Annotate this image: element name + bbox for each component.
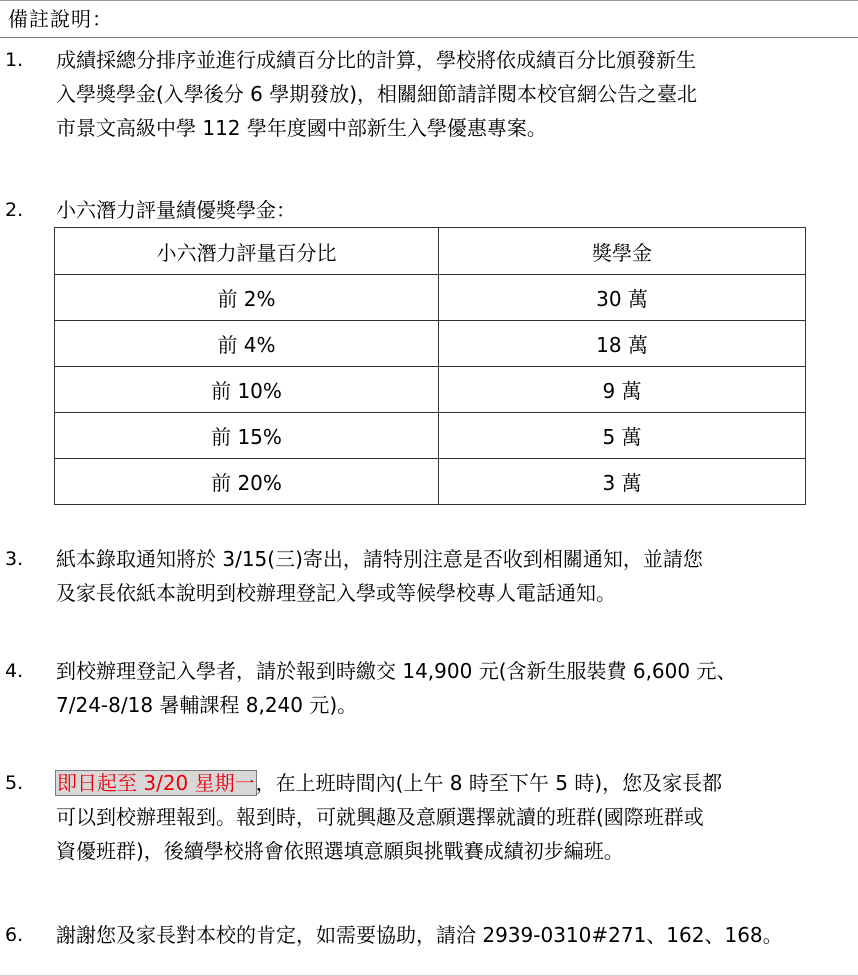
table-row (55, 367, 806, 413)
table-cell-percentile: 前 20% (55, 459, 439, 505)
table-row (55, 321, 806, 367)
table-row (55, 459, 806, 505)
note-text (56, 542, 854, 610)
table-cell-scholarship: 9 萬 (439, 367, 806, 413)
table-cell-percentile: 前 10% (55, 367, 439, 413)
table-cell-percentile: 前 15% (55, 413, 439, 459)
note-number: 6. (5, 924, 24, 946)
table-header-cell: 獎學金 (439, 228, 806, 275)
notes-header (0, 1, 858, 38)
note-number: 2. (5, 199, 24, 221)
note-text (56, 766, 854, 868)
note-number: 1. (5, 49, 24, 71)
table-cell-scholarship: 3 萬 (439, 459, 806, 505)
table-cell-percentile: 前 4% (55, 321, 439, 367)
note-line-with-highlight (56, 766, 854, 800)
table-row (55, 275, 806, 321)
table-cell-scholarship: 5 萬 (439, 413, 806, 459)
note-text (56, 654, 854, 722)
table-cell-percentile: 前 2% (55, 275, 439, 321)
note-line: 到校辦理登記入學者，請於報到時繳交 14,900 元(含新生服裝費 6,600 元、 (56, 659, 737, 683)
note-text (56, 193, 854, 227)
note-text (56, 918, 854, 952)
note-line-continuation: ，在上班時間內(上午 8 時至下午 5 時)，您及家長都 (255, 771, 723, 795)
note-line: 可以到校辦理報到。報到時，可就興趣及意願選擇就讀的班群(國際班群或 (56, 805, 704, 829)
note-line: 小六潛力評量績優獎學金： (56, 198, 296, 222)
note-number: 3. (5, 548, 24, 570)
note-line: 成績採總分排序並進行成績百分比的計算，學校將依成績百分比頒發新生 (56, 48, 696, 72)
table-header-cell: 小六潛力評量百分比 (55, 228, 439, 275)
note-number: 5. (5, 772, 24, 794)
table-cell-scholarship: 30 萬 (439, 275, 806, 321)
note-line: 及家長依紙本說明到校辦理登記入學或等候學校專人電話通知。 (56, 581, 616, 605)
note-line: 紙本錄取通知將於 3/15(三)寄出，請特別注意是否收到相關通知，並請您 (56, 547, 703, 571)
table-cell-scholarship: 18 萬 (439, 321, 806, 367)
notes-header-title: 備註說明： (8, 7, 113, 31)
note-number: 4. (5, 660, 24, 682)
note-line: 資優班群)，後續學校將會依照選填意願與挑戰賽成績初步編班。 (56, 839, 624, 863)
note-text (56, 43, 854, 145)
note-line: 謝謝您及家長對本校的肯定，如需要協助，請洽 2939-0310#271、162、168。 (56, 923, 783, 947)
highlighted-date-range: 即日起至 3/20 星期一 (57, 771, 255, 795)
table-row (55, 413, 806, 459)
scholarship-table (54, 227, 806, 505)
table-header-row (55, 228, 806, 275)
note-line: 入學獎學金(入學後分 6 學期發放)，相關細節請詳閱本校官網公告之臺北 (56, 82, 698, 106)
note-line: 市景文高級中學 112 學年度國中部新生入學優惠專案。 (56, 116, 547, 140)
note-line: 7/24-8/18 暑輔課程 8,240 元)。 (56, 693, 358, 717)
